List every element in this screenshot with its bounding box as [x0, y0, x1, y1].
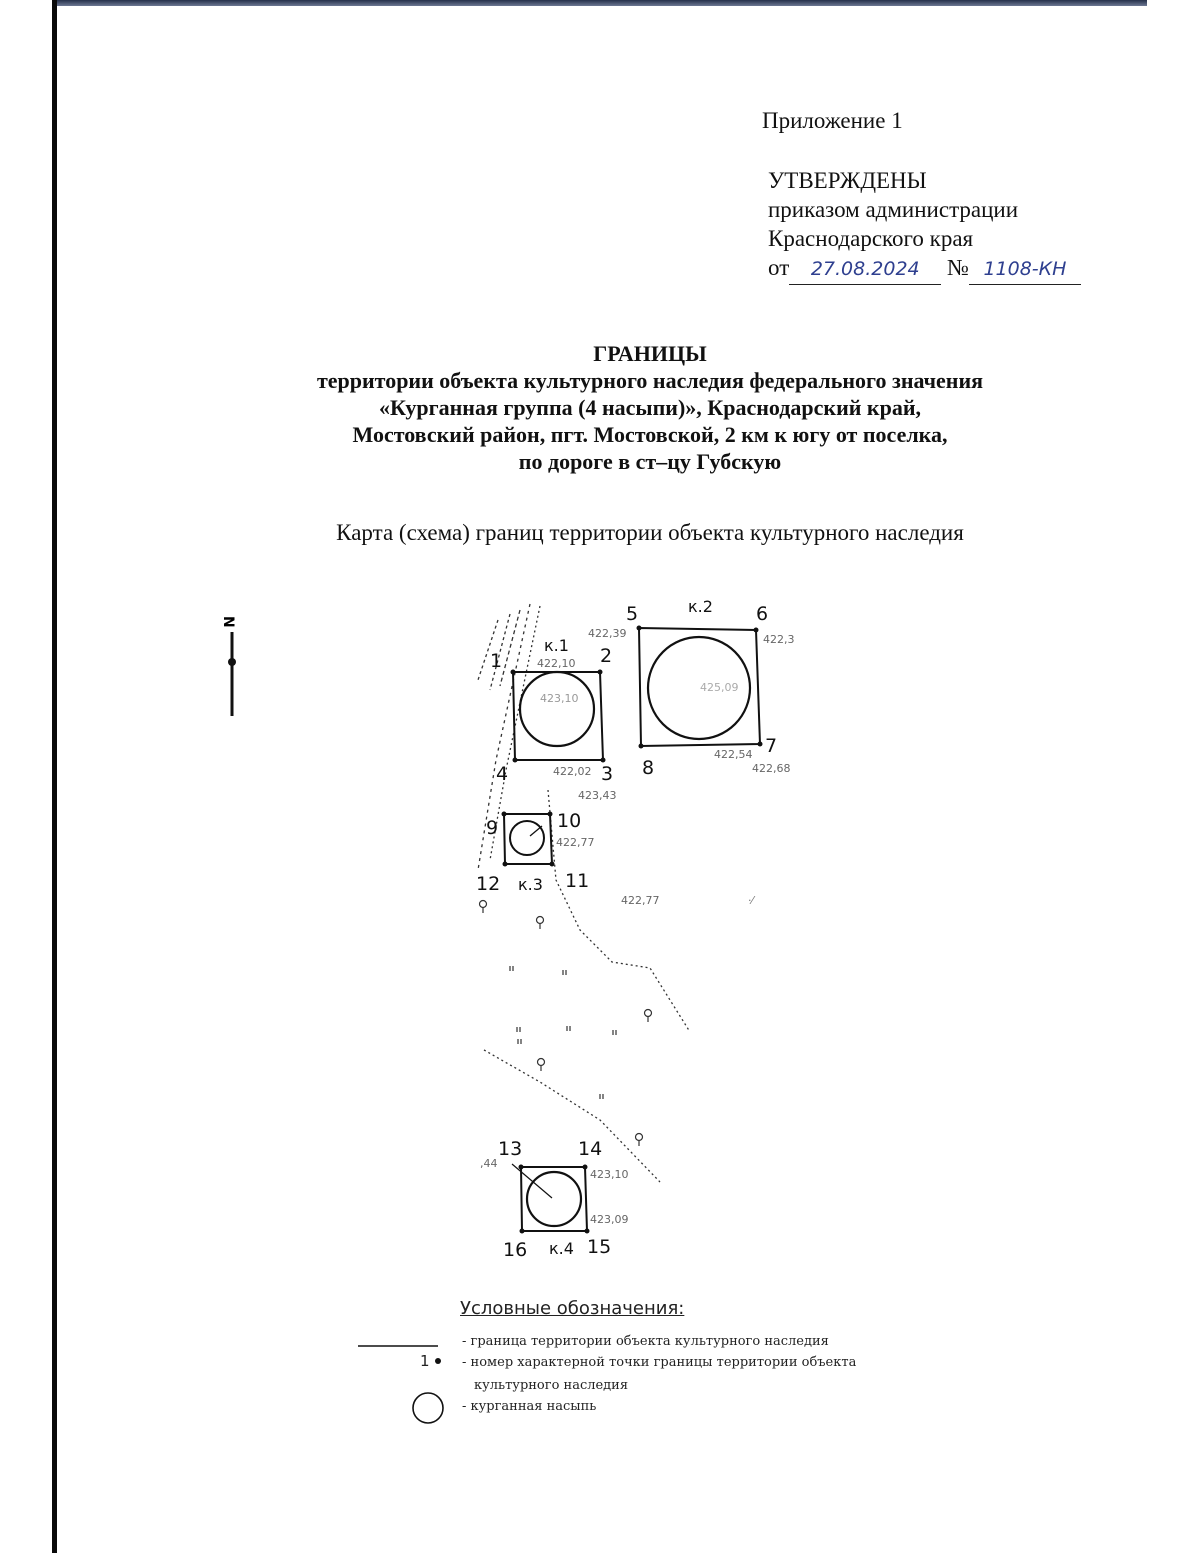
point-label-10: 10	[557, 810, 582, 832]
mound-label-k1: к.1	[544, 636, 569, 655]
elevation-mark: 422,77	[621, 894, 660, 907]
terrain-symbols	[480, 901, 652, 1147]
legend-point-text-2: культурного наследия	[474, 1378, 629, 1393]
point-label-1: 1	[490, 650, 503, 672]
mound-label-k4: к.4	[549, 1239, 574, 1258]
title-line-1: территории объекта культурного наследия федерального значения	[316, 368, 984, 393]
boundary-points	[502, 626, 763, 1234]
mound-k4	[512, 1164, 587, 1231]
number-handwritten: 1108-КН	[983, 258, 1067, 280]
appendix-label: Приложение 1	[762, 108, 903, 133]
elevation-mark: 422,3	[763, 633, 795, 646]
point-label-5: 5	[626, 603, 639, 625]
north-arrow	[220, 616, 236, 716]
approved-label: УТВЕРЖДЕНЫ	[768, 168, 927, 193]
point-label-3: 3	[601, 763, 614, 785]
legend-mound-circle-icon	[413, 1393, 443, 1423]
point-label-7: 7	[765, 735, 778, 757]
elevation-mark: 422,39	[588, 627, 627, 640]
mound-k3	[504, 814, 552, 864]
region-line: Краснодарского края	[768, 226, 974, 251]
point-label-2: 2	[600, 645, 613, 667]
legend-point-dot-icon	[435, 1358, 441, 1364]
title-line-2: «Курганная группа (4 насыпи)», Краснодарский край,	[378, 395, 922, 420]
legend-point-text-1: - номер характерной точки границы территории объекта	[462, 1355, 857, 1370]
legend-boundary: - граница территории объекта культурного наследия	[462, 1334, 829, 1349]
elevation-mark: 422,68	[752, 762, 791, 775]
title-line-4: по дороге в ст–цу Губскую	[518, 449, 782, 474]
north-label: N	[220, 616, 236, 628]
elevation-mark: 422,54	[714, 748, 753, 761]
title-heading: ГРАНИЦЫ	[593, 341, 707, 366]
legend-point-number: 1	[420, 1352, 430, 1370]
elevation-mark: 423,43	[578, 789, 617, 802]
point-label-13: 13	[498, 1138, 523, 1160]
number-prefix: №	[947, 255, 969, 280]
point-label-8: 8	[642, 757, 655, 779]
date-handwritten: 27.08.2024	[810, 258, 920, 280]
elevation-mark: 425,09	[700, 681, 739, 694]
mound-label-k2: к.2	[688, 597, 713, 616]
elevation-mark: 422,10	[537, 657, 576, 670]
mound-k1	[513, 672, 603, 760]
legend-graphics	[358, 1346, 443, 1423]
road-lines	[478, 604, 690, 1182]
point-label-14: 14	[578, 1138, 603, 1160]
legend-mound: - курганная насыпь	[462, 1399, 597, 1414]
map-subtitle: Карта (схема) границ территории объекта культурного наследия	[336, 520, 964, 545]
point-label-4: 4	[496, 763, 509, 785]
elevation-mark: 423,10	[540, 692, 579, 705]
stray-mark-icon: ·⁄	[748, 894, 754, 907]
elevation-mark: 423,09	[590, 1213, 629, 1226]
date-prefix: от	[768, 255, 790, 280]
point-label-12: 12	[476, 873, 501, 895]
elevation-mark: 422,02	[553, 765, 592, 778]
legend-title: Условные обозначения:	[460, 1298, 685, 1319]
point-label-16: 16	[503, 1239, 528, 1261]
point-label-6: 6	[756, 603, 769, 625]
point-label-11: 11	[565, 870, 590, 892]
point-label-9: 9	[486, 817, 499, 839]
elevation-mark: 422,77	[556, 836, 595, 849]
elevation-mark: ,44	[480, 1157, 498, 1170]
elevation-mark: 423,10	[590, 1168, 629, 1181]
mound-label-k3: к.3	[518, 875, 543, 894]
title-line-3: Мостовский район, пгт. Мостовской, 2 км к югу от поселка,	[352, 422, 948, 447]
point-label-15: 15	[587, 1236, 612, 1258]
order-line: приказом администрации	[768, 197, 1019, 222]
